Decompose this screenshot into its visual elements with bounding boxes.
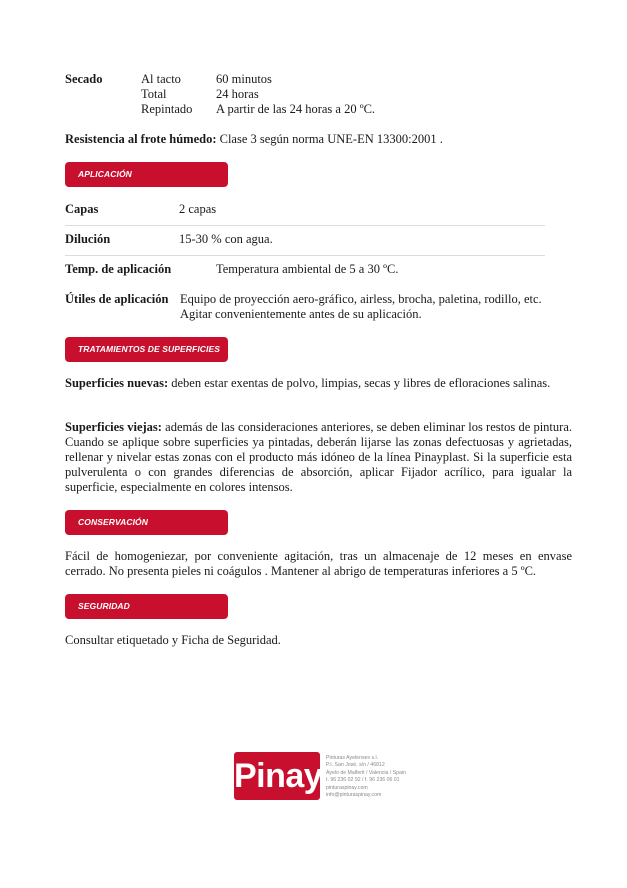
superficies-nuevas: [65, 376, 572, 391]
capas-value: 2 capas: [179, 202, 217, 216]
nuevas-text: deben estar exentas de polvo, limpias, secas y libres de efloraciones salinas.: [168, 376, 551, 390]
contact-line[interactable]: info@pinturaspinay.com: [326, 792, 382, 799]
divider: [65, 255, 545, 256]
nuevas-label: Superficies nuevas:: [65, 376, 169, 390]
conservacion-text: Fácil de homogeniezar, por conveniente agitación, tras un almacenaje de 12 meses en envase cerrado. No presenta pieles ni coágulos . Mantener al abrigo de temperaturas inferiores a 5 ºC.: [65, 549, 572, 578]
secado-value-total: 24 horas: [216, 87, 259, 101]
secado-key-tacto: Al tacto: [141, 72, 181, 86]
resistencia-value: Clase 3 según norma UNE-EN 13300:2001 .: [216, 132, 443, 146]
resistencia-line: [65, 132, 443, 147]
superficies-viejas: [65, 420, 572, 495]
viejas-label: Superficies viejas:: [65, 420, 162, 434]
company-contact: [326, 755, 406, 799]
section-badge-tratamientos: TRATAMIENTOS DE SUPERFICIES: [65, 337, 228, 362]
pinay-logo: Pinay: [234, 752, 320, 800]
viejas-text: además de las consideraciones anteriores, se deben eliminar los restos de pintura. Cuando se aplique sobre superficies ya pintadas, deberán lijarse las zonas defectuosas y agrietadas, rellenar y nivelar estas zonas con el producto más idóneo de la línea Pinayplast. Si la superficie esta pulverulenta o con grandes diferencias de absorción, aplicar Fijador acrílico, para igualar la superficie, especialmente en colores intensos.: [65, 420, 572, 494]
temp-value: Temperatura ambiental de 5 a 30 ºC.: [216, 262, 399, 276]
secado-label: Secado: [65, 72, 103, 86]
seguridad-text: Consultar etiquetado y Ficha de Seguridad.: [65, 633, 281, 647]
utiles-label: Útiles de aplicación: [65, 292, 169, 306]
secado-value-repintado: A partir de las 24 horas a 20 ºC.: [216, 102, 376, 116]
secado-key-repintado: Repintado: [141, 102, 193, 116]
section-badge-aplicacion: APLICACIÓN: [65, 162, 228, 187]
dilucion-value: 15-30 % con agua.: [179, 232, 273, 246]
secado-key-total: Total: [141, 87, 167, 101]
secado-keys: [141, 72, 192, 117]
divider: [65, 225, 545, 226]
section-badge-seguridad: SEGURIDAD: [65, 594, 228, 619]
secado-value-tacto: 60 minutos: [216, 72, 272, 86]
section-badge-conservacion: CONSERVACIÓN: [65, 510, 228, 535]
secado-values: [216, 72, 375, 117]
temp-label: Temp. de aplicación: [65, 262, 172, 276]
contact-line[interactable]: pinturaspinay.com: [326, 784, 368, 791]
contact-line: Pinturas Ayelenses s.l.: [326, 755, 379, 761]
utiles-value: [180, 292, 542, 322]
contact-line: P.I. San José, s/n / 46812: [326, 762, 385, 769]
capas-label: Capas: [65, 202, 99, 216]
resistencia-label: Resistencia al frote húmedo:: [65, 132, 217, 146]
contact-line: Ayelo de Malferit / Valencia / Spain: [326, 769, 406, 776]
contact-line: t. 96 236 02 92 / f. 96 236 06 01: [326, 777, 400, 784]
utiles-line-2: Agitar convenientemente antes de su aplicación.: [180, 307, 422, 321]
dilucion-label: Dilución: [65, 232, 111, 246]
utiles-line-1: Equipo de proyección aero-gráfico, airless, brocha, paletina, rodillo, etc.: [180, 292, 542, 306]
